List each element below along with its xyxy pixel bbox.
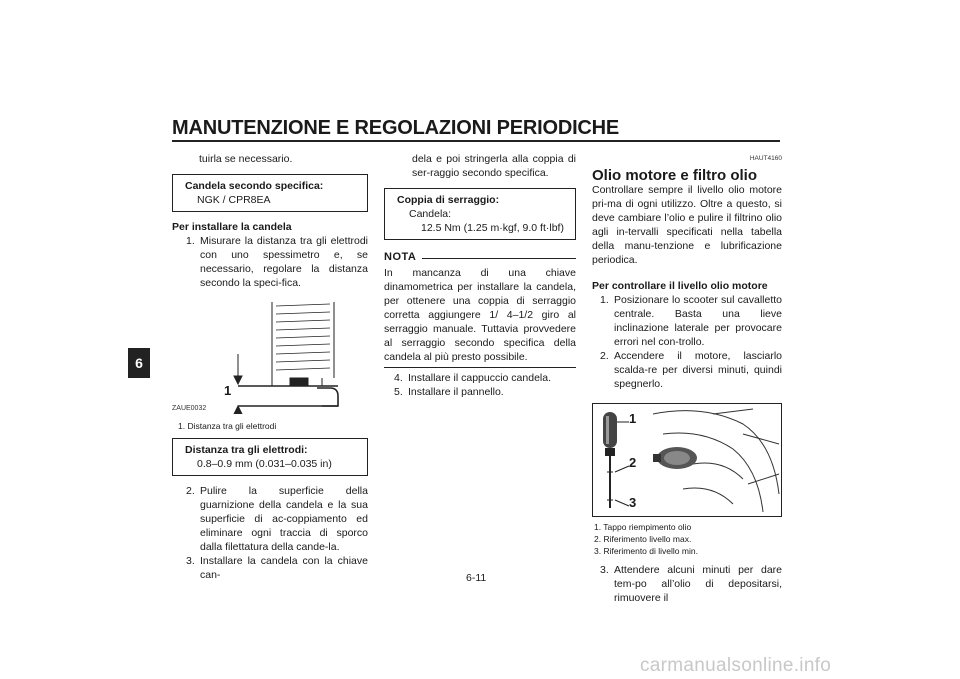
step-number: 4.: [394, 372, 403, 384]
figure-caption-2: 2. Riferimento livello max.: [594, 534, 692, 544]
nota-rule: [422, 258, 576, 259]
step-2: [172, 484, 368, 554]
step-text: Installare la candela con la chiave can-: [200, 555, 368, 581]
torque-spec-box: [384, 188, 576, 240]
col1-top-text: tuirla se necessario.: [199, 153, 293, 165]
watermark-text: carmanualsonline.info: [640, 655, 832, 676]
title-rule: [172, 140, 780, 142]
page-title: MANUTENZIONE E REGOLAZIONI PERIODICHE: [172, 117, 620, 139]
step-number: 1.: [600, 294, 609, 306]
figure-caption-3: 3. Riferimento di livello min.: [594, 546, 698, 556]
step-number: 1.: [186, 235, 195, 247]
step-text: Installare il cappuccio candela.: [408, 372, 552, 384]
figure-callout-3: 3: [629, 495, 637, 510]
figure-code: ZAUE0032: [172, 405, 207, 412]
figure-callout-1: 1: [224, 383, 232, 398]
figure-caption-1: 1. Tappo riempimento olio: [594, 522, 692, 532]
page-number: 6-11: [466, 572, 487, 584]
nota-header: [384, 250, 576, 264]
section-intro: Controllare sempre il livello olio motore pri-ma di ogni utilizzo. Oltre a questo, si deve cambiare l’olio e pulire il filtrino olio agli in-tervalli specificati nella tabella della manu-tenzione e lubrificazione periodica.: [592, 184, 782, 266]
step-text: Posizionare lo scooter sul cavalletto centrale. Basta una lieve inclinazione laterale per provocare errori nel con-trollo.: [614, 294, 782, 348]
step-1: [172, 234, 368, 290]
oil-dipstick-illustration: [593, 404, 781, 514]
step-5: [384, 385, 576, 399]
step-1: [592, 293, 782, 349]
spark-plug-figure: [172, 294, 368, 414]
step-text: Misurare la distanza tra gli elettrodi con uno spessimetro e, se necessario, regolare la distanza secondo la speci-fica.: [200, 235, 368, 289]
step-text: Installare il pannello.: [408, 386, 504, 398]
gap-box-value: 0.8–0.9 mm (0.031–0.035 in): [197, 458, 332, 470]
col2-top-text: dela e poi stringerla alla coppia di ser-raggio secondo specifica.: [412, 153, 576, 179]
nota-text: In mancanza di una chiave dinamometrica per installare la candela, per ottenere una coppia di serraggio corretta aggiungere 1/ 4–1/2 giro al serraggio manuale. Tuttavia provvedere al serraggio secondo specifica della candela al più presto possibile.: [384, 267, 576, 363]
check-heading: Per controllare il livello olio motore: [592, 280, 768, 292]
spec-box-value: NGK / CPR8EA: [197, 194, 271, 206]
step-number: 2.: [186, 485, 195, 497]
step-text: Attendere alcuni minuti per dare tem-po all’olio di depositarsi, rimuovere il: [614, 564, 782, 604]
step-3: [172, 554, 368, 582]
step-number: 3.: [600, 564, 609, 576]
step-number: 5.: [394, 386, 403, 398]
gap-box-head: Distanza tra gli elettrodi:: [185, 444, 308, 456]
spark-plug-spec-box: [172, 174, 368, 212]
spark-plug-gap-illustration: [172, 294, 368, 414]
figure-callout-1: 1: [629, 411, 637, 426]
torque-box-value: 12.5 Nm (1.25 m·kgf, 9.0 ft·lbf): [421, 222, 564, 234]
column-3: [592, 152, 782, 605]
step-text: Accendere il motore, lasciarlo scalda-re per diversi minuti, quindi spegnerlo.: [614, 350, 782, 390]
figure-caption: 1. Distanza tra gli elettrodi: [178, 421, 277, 431]
step-4: [384, 371, 576, 385]
torque-box-head: Coppia di serraggio:: [397, 194, 500, 206]
section-ref-code: HAUT4160: [749, 155, 782, 162]
spec-box-head: Candela secondo specifica:: [185, 180, 324, 192]
chapter-tab: 6: [128, 348, 150, 378]
step-number: 3.: [186, 555, 195, 567]
torque-box-label: Candela:: [409, 208, 452, 220]
electrode-gap-box: [172, 438, 368, 476]
section-heading: Olio motore e filtro olio: [592, 167, 757, 184]
oil-dipstick-figure: [592, 403, 782, 517]
step-number: 2.: [600, 350, 609, 362]
column-1: [172, 152, 368, 582]
step-2: [592, 349, 782, 391]
nota-end-rule: [384, 367, 576, 368]
nota-label: NOTA: [384, 251, 417, 263]
step-3: [592, 563, 782, 605]
step-text: Pulire la superficie della guarnizione della candela e la sua superficie di ac-coppiamento ed eliminare ogni traccia di sporco dalla filettatura della cande-la.: [200, 485, 368, 553]
figure-callout-2: 2: [629, 455, 637, 470]
install-heading: Per installare la candela: [172, 221, 292, 233]
column-2: [384, 152, 576, 399]
